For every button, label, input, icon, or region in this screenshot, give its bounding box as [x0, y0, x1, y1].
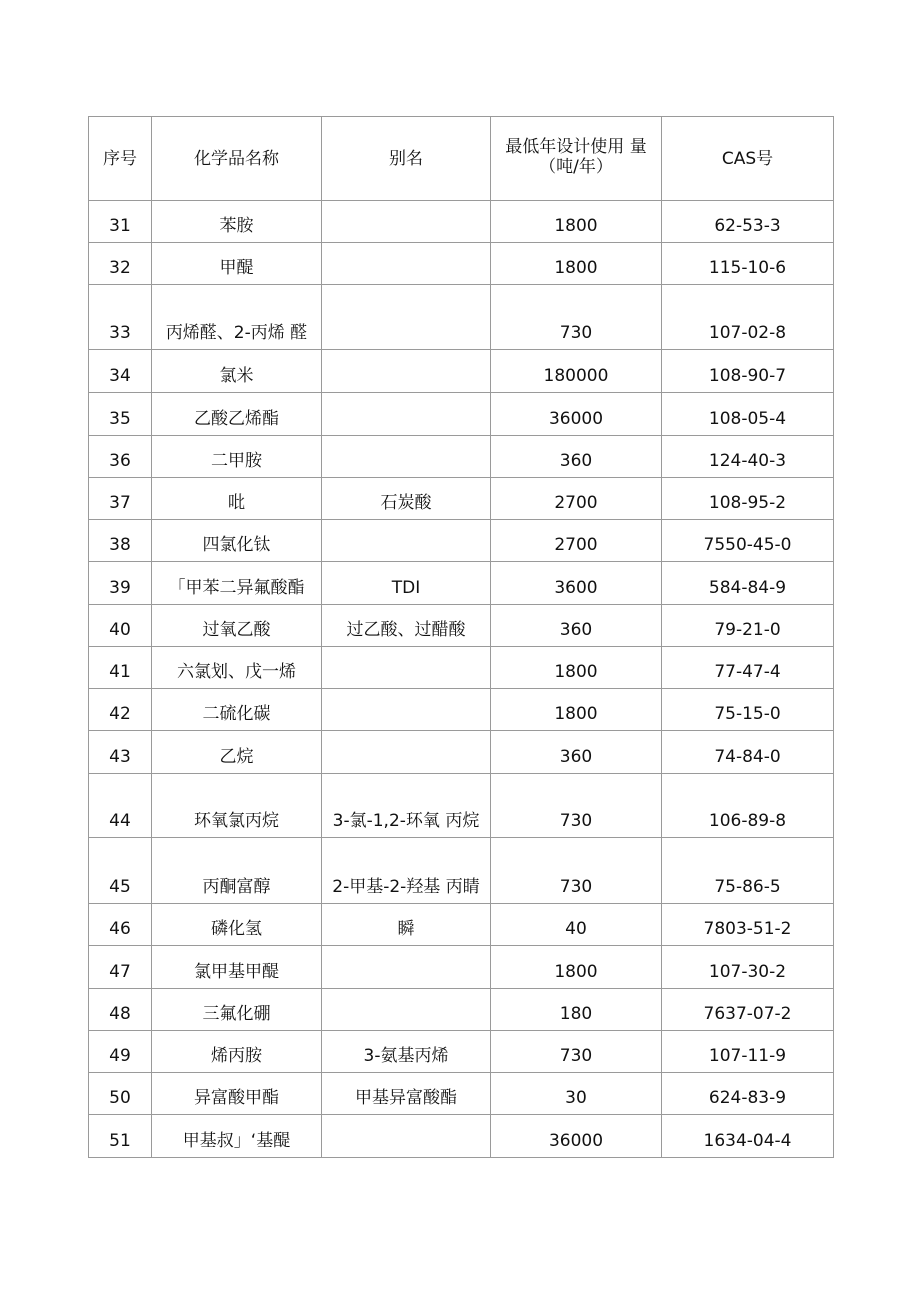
cell-alias: TDI [322, 562, 491, 605]
cell-name: 乙烷 [152, 731, 322, 774]
cell-cas: 7550-45-0 [662, 520, 834, 562]
cell-alias [322, 243, 491, 285]
cell-name: 丙酮富醇 [152, 838, 322, 904]
chemical-table [88, 116, 834, 1158]
cell-alias: 甲基异富酸酯 [322, 1073, 491, 1115]
header-name: 化学品名称 [152, 117, 322, 201]
table-row [89, 436, 834, 478]
table-row [89, 520, 834, 562]
table-row [89, 904, 834, 946]
cell-alias [322, 350, 491, 393]
table-row [89, 774, 834, 838]
table-row [89, 393, 834, 436]
table-row [89, 731, 834, 774]
table-row [89, 243, 834, 285]
cell-cas: 115-10-6 [662, 243, 834, 285]
cell-alias [322, 285, 491, 350]
cell-cas: 108-95-2 [662, 478, 834, 520]
cell-seq: 49 [89, 1031, 152, 1073]
cell-alias: 瞬 [322, 904, 491, 946]
table-row [89, 478, 834, 520]
cell-name: 甲基叔」‘基醍 [152, 1115, 322, 1158]
header-cas: CAS号 [662, 117, 834, 201]
cell-seq: 43 [89, 731, 152, 774]
table-row [89, 201, 834, 243]
header-row [89, 117, 834, 201]
table-row [89, 562, 834, 605]
cell-alias [322, 989, 491, 1031]
cell-qty: 40 [491, 904, 662, 946]
cell-cas: 77-47-4 [662, 647, 834, 689]
cell-seq: 45 [89, 838, 152, 904]
cell-qty: 730 [491, 1031, 662, 1073]
cell-qty: 2700 [491, 520, 662, 562]
table-row [89, 838, 834, 904]
cell-alias [322, 520, 491, 562]
cell-qty: 36000 [491, 393, 662, 436]
cell-name: 氯甲基甲醍 [152, 946, 322, 989]
cell-cas: 124-40-3 [662, 436, 834, 478]
cell-alias [322, 731, 491, 774]
cell-cas: 74-84-0 [662, 731, 834, 774]
cell-qty: 1800 [491, 201, 662, 243]
cell-name: 四氯化钛 [152, 520, 322, 562]
cell-cas: 7637-07-2 [662, 989, 834, 1031]
cell-qty: 1800 [491, 689, 662, 731]
cell-qty: 1800 [491, 647, 662, 689]
cell-seq: 35 [89, 393, 152, 436]
table-row [89, 647, 834, 689]
cell-cas: 75-86-5 [662, 838, 834, 904]
cell-cas: 624-83-9 [662, 1073, 834, 1115]
header-seq: 序号 [89, 117, 152, 201]
cell-seq: 39 [89, 562, 152, 605]
cell-name: 三氟化硼 [152, 989, 322, 1031]
cell-cas: 7803-51-2 [662, 904, 834, 946]
cell-alias [322, 436, 491, 478]
cell-qty: 360 [491, 605, 662, 647]
cell-alias [322, 1115, 491, 1158]
cell-seq: 41 [89, 647, 152, 689]
cell-alias: 石炭酸 [322, 478, 491, 520]
cell-qty: 360 [491, 731, 662, 774]
cell-qty: 360 [491, 436, 662, 478]
cell-qty: 3600 [491, 562, 662, 605]
cell-name: 甲醍 [152, 243, 322, 285]
header-alias: 别名 [322, 117, 491, 201]
cell-seq: 50 [89, 1073, 152, 1115]
cell-seq: 34 [89, 350, 152, 393]
cell-seq: 31 [89, 201, 152, 243]
cell-qty: 30 [491, 1073, 662, 1115]
cell-name: 二甲胺 [152, 436, 322, 478]
table-row [89, 689, 834, 731]
cell-name: 异富酸甲酯 [152, 1073, 322, 1115]
cell-seq: 51 [89, 1115, 152, 1158]
cell-name: 「甲苯二异氟酸酯 [152, 562, 322, 605]
cell-name: 过氧乙酸 [152, 605, 322, 647]
cell-name: 吡 [152, 478, 322, 520]
cell-name: 氯米 [152, 350, 322, 393]
cell-cas: 107-02-8 [662, 285, 834, 350]
table-row [89, 350, 834, 393]
cell-cas: 79-21-0 [662, 605, 834, 647]
cell-alias [322, 946, 491, 989]
header-qty [491, 117, 662, 201]
cell-qty: 180000 [491, 350, 662, 393]
cell-alias [322, 647, 491, 689]
cell-seq: 44 [89, 774, 152, 838]
cell-seq: 33 [89, 285, 152, 350]
cell-cas: 75-15-0 [662, 689, 834, 731]
header-qty-line1: 最低年设计使用 量 [505, 136, 647, 157]
cell-seq: 37 [89, 478, 152, 520]
cell-qty: 730 [491, 774, 662, 838]
cell-qty: 36000 [491, 1115, 662, 1158]
cell-name: 二硫化碳 [152, 689, 322, 731]
cell-seq: 40 [89, 605, 152, 647]
cell-qty: 730 [491, 838, 662, 904]
cell-name: 乙酸乙烯酯 [152, 393, 322, 436]
cell-qty: 1800 [491, 946, 662, 989]
table-row [89, 605, 834, 647]
cell-name: 磷化氢 [152, 904, 322, 946]
cell-seq: 36 [89, 436, 152, 478]
cell-alias [322, 393, 491, 436]
table-row [89, 989, 834, 1031]
cell-qty: 180 [491, 989, 662, 1031]
cell-qty: 730 [491, 285, 662, 350]
cell-cas: 107-11-9 [662, 1031, 834, 1073]
cell-seq: 46 [89, 904, 152, 946]
cell-qty: 2700 [491, 478, 662, 520]
cell-cas: 108-05-4 [662, 393, 834, 436]
cell-name: 六氯划、戊一烯 [152, 647, 322, 689]
cell-alias [322, 689, 491, 731]
cell-alias: 3-氯-1,2-环氧 丙烷 [322, 774, 491, 838]
cell-qty: 1800 [491, 243, 662, 285]
cell-cas: 584-84-9 [662, 562, 834, 605]
cell-cas: 107-30-2 [662, 946, 834, 989]
cell-name: 丙烯醛、2-丙烯 醛 [152, 285, 322, 350]
cell-seq: 38 [89, 520, 152, 562]
cell-seq: 47 [89, 946, 152, 989]
cell-name: 环氧氯丙烷 [152, 774, 322, 838]
table-row [89, 285, 834, 350]
cell-cas: 1634-04-4 [662, 1115, 834, 1158]
cell-cas: 108-90-7 [662, 350, 834, 393]
cell-alias: 过乙酸、过醋酸 [322, 605, 491, 647]
cell-seq: 42 [89, 689, 152, 731]
table-row [89, 1073, 834, 1115]
header-qty-line2: （吨/年） [539, 156, 613, 177]
cell-cas: 106-89-8 [662, 774, 834, 838]
cell-name: 烯丙胺 [152, 1031, 322, 1073]
cell-name: 苯胺 [152, 201, 322, 243]
cell-alias: 3-氨基丙烯 [322, 1031, 491, 1073]
table-row [89, 1031, 834, 1073]
cell-seq: 32 [89, 243, 152, 285]
table-row [89, 946, 834, 989]
cell-alias [322, 201, 491, 243]
cell-seq: 48 [89, 989, 152, 1031]
cell-cas: 62-53-3 [662, 201, 834, 243]
table-row [89, 1115, 834, 1158]
cell-alias: 2-甲基-2-羟基 丙睛 [322, 838, 491, 904]
